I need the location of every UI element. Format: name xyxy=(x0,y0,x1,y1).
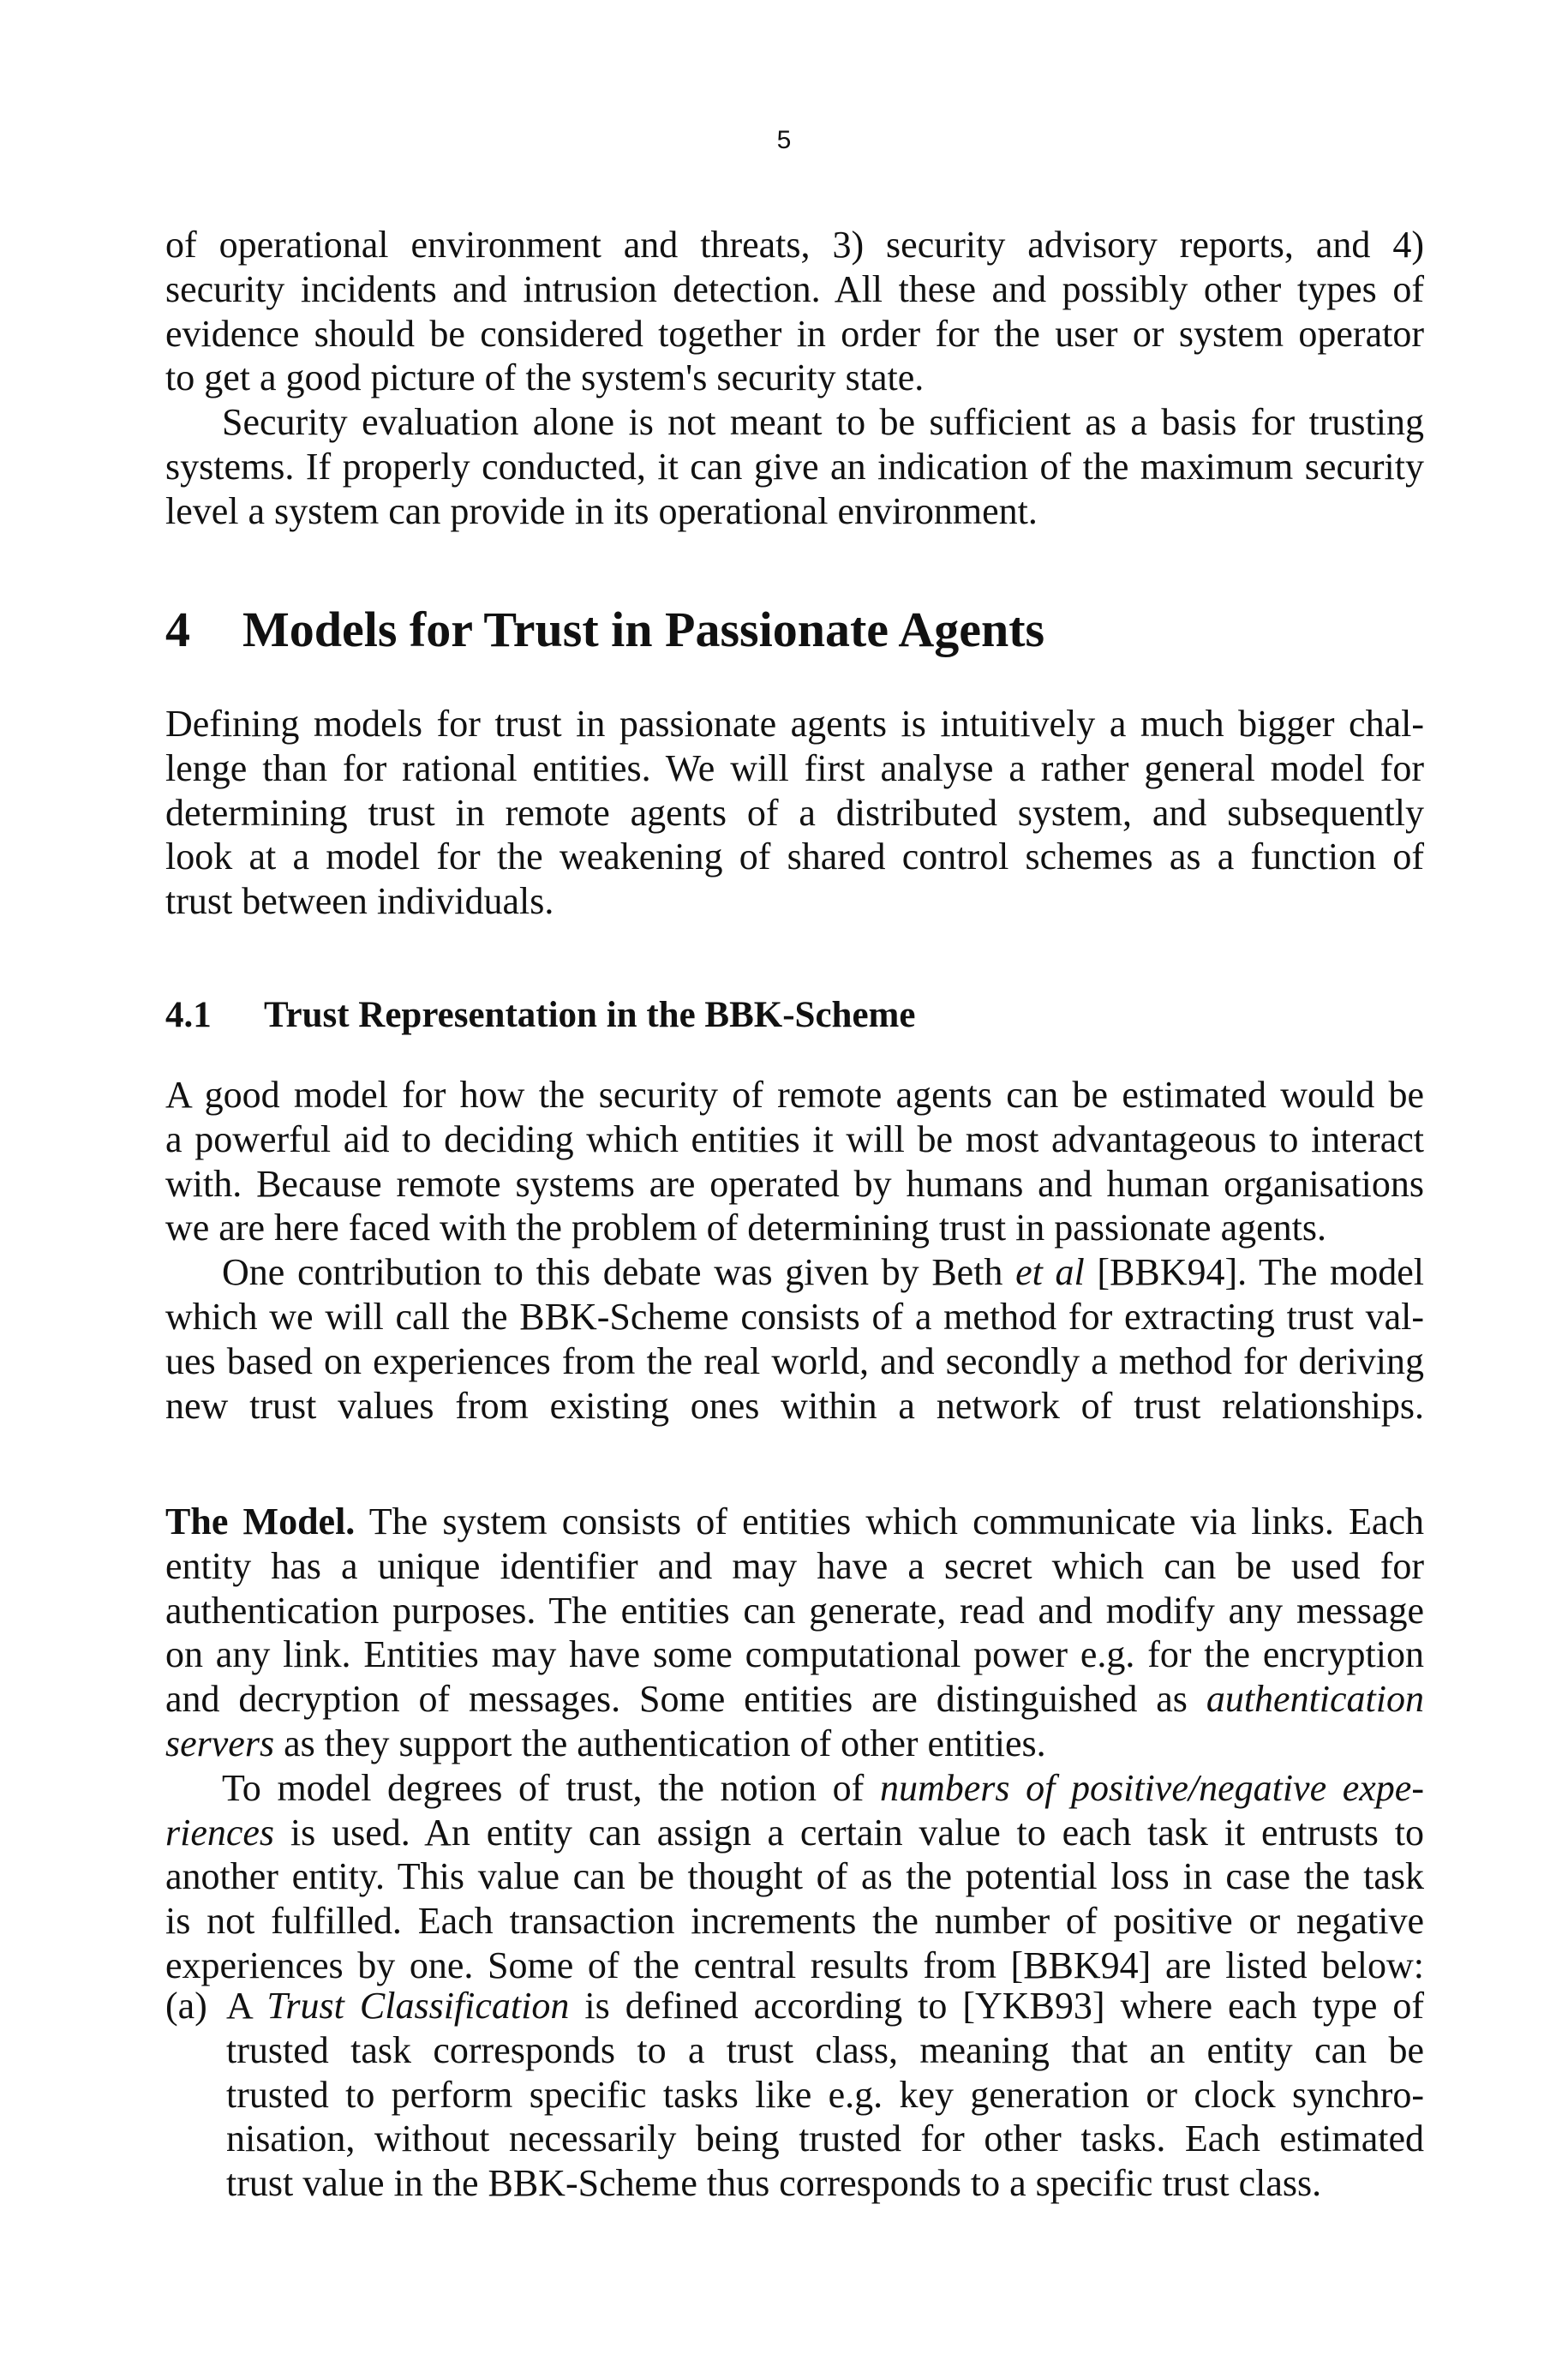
paragraph xyxy=(165,702,1424,924)
section-heading xyxy=(165,600,1044,660)
text-run: Defining models for trust in passionate agents is intuitively a much bigger chal- xyxy=(165,703,1424,745)
text-run: new trust values from existing ones within a network of trust relationships. xyxy=(165,1384,1424,1427)
text-run: is defined according to [YKB93] where each type of xyxy=(569,1985,1424,2027)
text-run: trusted task corresponds to a trust class, meaning that an entity can be xyxy=(226,2028,1424,2071)
emphasis-text: et al xyxy=(1015,1251,1085,1294)
text-line xyxy=(165,1944,1424,1988)
text-line xyxy=(165,1722,1424,1766)
text-run: look at a model for the weakening of shared control schemes as a function of xyxy=(165,836,1424,878)
text-line xyxy=(165,1250,1424,1295)
text-line xyxy=(226,2028,1424,2073)
text-line xyxy=(165,1206,1424,1250)
page-number: 5 xyxy=(776,126,792,154)
text-run: trusted to perform specific tasks like e.g. key generation or clock synchro- xyxy=(226,2073,1424,2116)
subsection-number: 4.1 xyxy=(165,995,212,1035)
text-run: The system consists of entities which communicate via links. Each xyxy=(355,1500,1424,1542)
text-line xyxy=(165,356,1424,400)
text-run: evidence should be considered together in order for the user or system operator xyxy=(165,312,1424,355)
text-line xyxy=(165,746,1424,791)
paragraph xyxy=(165,223,1424,534)
text-run: A xyxy=(226,1985,267,2027)
text-run: experiences by one. Some of the central results from [BBK94] are listed below: xyxy=(165,1944,1424,1986)
subsection-title: Trust Representation in the BBK-Scheme xyxy=(264,995,916,1035)
emphasis-text: servers xyxy=(165,1722,275,1764)
text-line xyxy=(165,1766,1424,1811)
text-line xyxy=(165,835,1424,879)
text-run: A good model for how the security of remote agents can be estimated would be xyxy=(165,1074,1424,1116)
paragraph xyxy=(165,1073,1424,1428)
text-run: lenge than for rational entities. We will first analyse a rather general model for xyxy=(165,746,1424,789)
emphasis-text: numbers of positive/negative expe- xyxy=(879,1766,1424,1809)
emphasis-text: authentication xyxy=(1206,1678,1424,1721)
text-line xyxy=(165,791,1424,836)
text-run: trust value in the BBK-Scheme thus corresponds to a specific trust class. xyxy=(226,2162,1322,2205)
text-run: with. Because remote systems are operated by humans and human organisations xyxy=(165,1162,1424,1205)
text-line xyxy=(165,1589,1424,1633)
emphasis-text: Trust Classification xyxy=(266,1985,570,2027)
text-line xyxy=(165,1117,1424,1162)
text-run: trust between individuals. xyxy=(165,880,554,923)
text-run: entity has a unique identifier and may have a secret which can be used for xyxy=(165,1544,1424,1587)
text-line xyxy=(165,879,1424,924)
subsection-heading xyxy=(165,993,915,1038)
text-line xyxy=(226,1984,1424,2028)
text-line xyxy=(226,2161,1424,2206)
list-item-label: (a) xyxy=(165,1985,207,2027)
text-line xyxy=(165,445,1424,489)
text-line xyxy=(165,1677,1424,1722)
text-run: authentication purposes. The entities can generate, read and modify any message xyxy=(165,1589,1424,1632)
text-run: as they support the authentication of other entities. xyxy=(274,1722,1046,1764)
text-line xyxy=(165,1854,1424,1899)
text-line xyxy=(165,223,1424,267)
text-line xyxy=(165,1500,1424,1544)
text-run: ues based on experiences from the real world, and secondly a method for deriving xyxy=(165,1339,1424,1382)
text-line xyxy=(165,1384,1424,1429)
text-line xyxy=(165,1632,1424,1677)
text-line xyxy=(165,1162,1424,1207)
text-run: on any link. Entities may have some computational power e.g. for the encryption xyxy=(165,1633,1424,1676)
run-in-heading: The Model. xyxy=(165,1500,356,1542)
text-run: another entity. This value can be thought of as the potential loss in case the task xyxy=(165,1855,1424,1898)
text-run: [BBK94]. The model xyxy=(1084,1251,1424,1294)
text-run: to get a good picture of the system's security state. xyxy=(165,356,925,399)
text-line xyxy=(165,312,1424,356)
text-run: of operational environment and threats, 3) security advisory reports, and 4) xyxy=(165,224,1424,266)
text-run: a powerful aid to deciding which entities it will be most advantageous to interact xyxy=(165,1117,1424,1160)
text-line xyxy=(165,1811,1424,1855)
text-run: security incidents and intrusion detection. All these and possibly other types of xyxy=(165,267,1424,310)
text-run: is used. An entity can assign a certain value to each task it entrusts to xyxy=(274,1811,1424,1854)
paragraph xyxy=(165,1500,1424,1988)
text-run: Security evaluation alone is not meant to be sufficient as a basis for trusting xyxy=(222,401,1424,444)
text-run: nisation, without necessarily being trusted for other tasks. Each estimated xyxy=(226,2117,1424,2160)
text-run: which we will call the BBK-Scheme consists of a method for extracting trust val- xyxy=(165,1295,1424,1338)
text-line xyxy=(165,1339,1424,1384)
text-line xyxy=(226,2117,1424,2161)
text-line xyxy=(165,267,1424,312)
text-run: is not fulfilled. Each transaction increments the number of positive or negative xyxy=(165,1900,1424,1943)
text-line xyxy=(165,1544,1424,1589)
text-run: we are here faced with the problem of determining trust in passionate agents. xyxy=(165,1207,1326,1249)
text-line xyxy=(165,1899,1424,1944)
text-run: One contribution to this debate was given by Beth xyxy=(222,1251,1016,1294)
text-line xyxy=(165,400,1424,445)
section-number: 4 xyxy=(165,602,190,657)
text-line xyxy=(165,702,1424,746)
section-title: Models for Trust in Passionate Agents xyxy=(242,602,1045,657)
text-run: and decryption of messages. Some entities are distinguished as xyxy=(165,1678,1206,1721)
text-run: systems. If properly conducted, it can give an indication of the maximum security xyxy=(165,445,1424,488)
text-line xyxy=(165,1295,1424,1339)
list-item-text xyxy=(226,1984,1424,2206)
emphasis-text: riences xyxy=(165,1811,275,1854)
text-run: determining trust in remote agents of a distributed system, and subsequently xyxy=(165,791,1424,834)
text-line xyxy=(165,1073,1424,1117)
text-run: level a system can provide in its operational environment. xyxy=(165,489,1038,532)
text-line xyxy=(165,489,1424,534)
text-line xyxy=(226,2073,1424,2117)
text-run: To model degrees of trust, the notion of xyxy=(222,1766,880,1809)
